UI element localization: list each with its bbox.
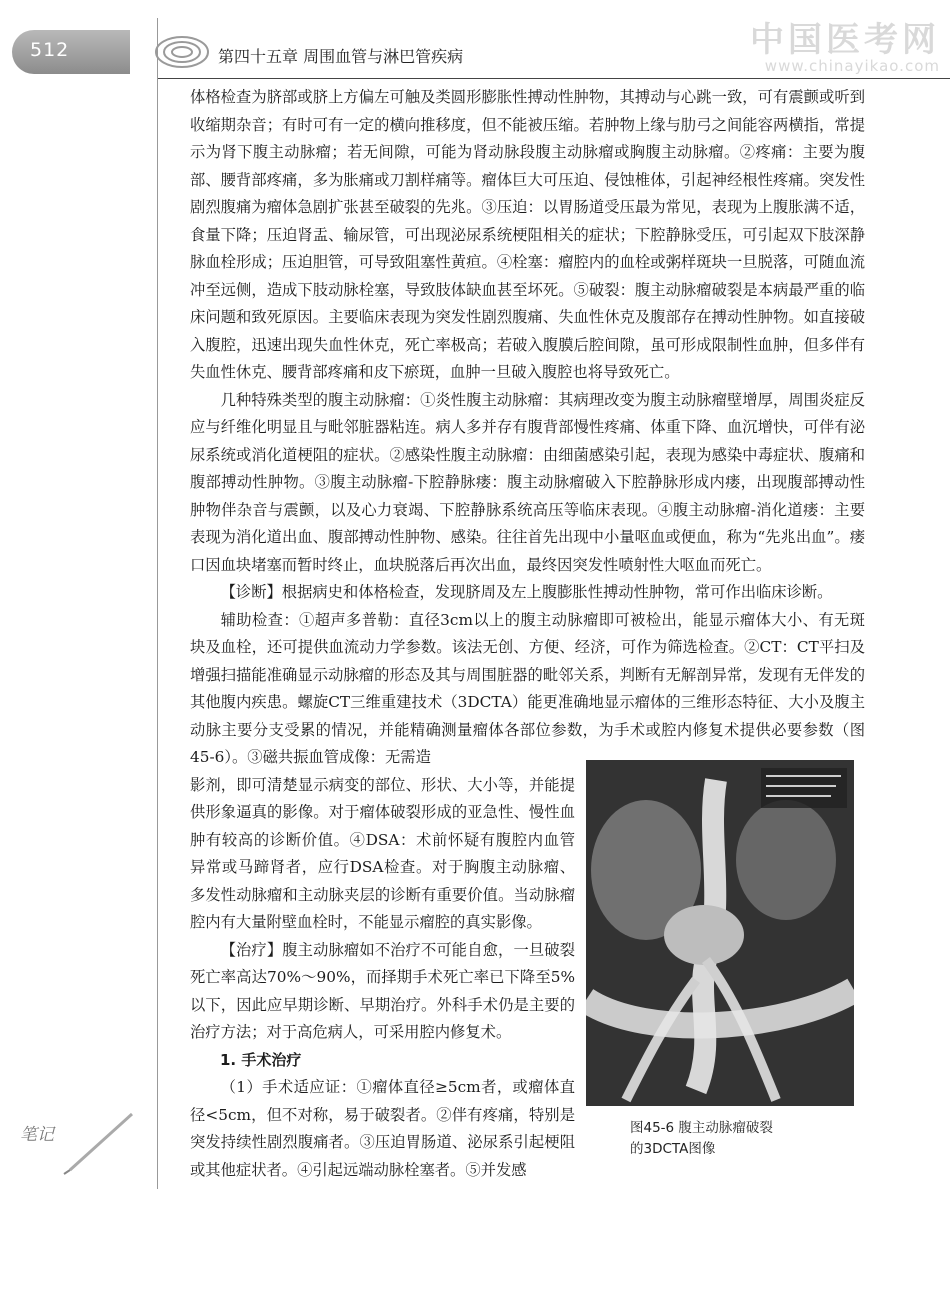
margin-rule (157, 18, 158, 1189)
paragraph: 辅助检查：①超声多普勒：直径3cm以上的腹主动脉瘤即可被检出，能显示瘤体大小、有无斑块及血栓，还可提供血流动力学参数。该法无创、方便、经济，可作为筛选检查。②CT：CT平扫及增强扫描能准确显示动脉瘤的形态及其与周围脏器的毗邻关系，判断有无解剖异常，发现有无伴发的其他腹内疾患。螺旋CT三维重建技术（3DCTA）能更准确地显示瘤体的三维形态特征、大小及腹主动脉主要分支受累的情况，并能精确测量瘤体各部位参数，为手术或腔内修复术提供必要参数（图45-6）。③磁共振血管成像：无需造 (190, 610, 865, 766)
subheading: 1. 手术治疗 (220, 1050, 302, 1069)
figure-caption-line: 的3DCTA图像 (630, 1141, 716, 1157)
margin-notes (20, 1108, 140, 1178)
paragraph: 【诊断】根据病史和体格检查，发现脐周及左上腹膨胀性搏动性肿物，常可作出临床诊断。 (220, 583, 833, 601)
pen-icon (20, 1108, 140, 1178)
page-number: 512 (30, 39, 70, 61)
paragraph: 【治疗】腹主动脉瘤如不治疗不可能自愈，一旦破裂死亡率高达70%～90%，而择期手术死亡率已下降至5%以下，因此应早期诊断、早期治疗。外科手术仍是主要的治疗方法；对于高危病人，可采用腔内修复术。 (190, 940, 575, 1041)
wrapped-text-column (190, 772, 575, 1185)
page-number-tab (12, 30, 130, 74)
figure-caption-line: 图45-6 腹主动脉瘤破裂 (630, 1120, 773, 1136)
header-rule (157, 78, 950, 79)
paragraph: 影剂，即可清楚显示病变的部位、形状、大小等，并能提供形象逼真的影像。对于瘤体破裂形成的亚急性、慢性血肿有较高的诊断价值。④DSA：术前怀疑有腹腔内血管异常或马蹄肾者，应行DSA检查。对于胸腹主动脉瘤、多发性动脉瘤和主动脉夹层的诊断有重要价值。当动脉瘤腔内有大量附壁血栓时，不能显示瘤腔的真实影像。 (190, 775, 575, 931)
paragraph: （1）手术适应证：①瘤体直径≥5cm者，或瘤体直径<5cm，但不对称，易于破裂者。②伴有疼痛，特别是突发持续性剧烈腹痛者。③压迫胃肠道、泌尿系引起梗阻或其他症状者。④引起远端动脉栓塞者。⑤并发感 (190, 1078, 575, 1179)
figure-caption (630, 1118, 870, 1160)
ct-image-figure (586, 760, 854, 1106)
paragraph: 体格检查为脐部或脐上方偏左可触及类圆形膨胀性搏动性肿物，其搏动与心跳一致，可有震颤或听到收缩期杂音；有时可有一定的横向推移度，但不能被压缩。若肿物上缘与肋弓之间能容两横指，常提示为肾下腹主动脉瘤；若无间隙，可能为肾动脉段腹主动脉瘤或胸腹主动脉瘤。②疼痛：主要为腹部、腰背部疼痛，多为胀痛或刀割样痛等。瘤体巨大可压迫、侵蚀椎体，引起神经根性疼痛。突发性剧烈腹痛为瘤体急剧扩张甚至破裂的先兆。③压迫：以胃肠道受压最为常见，表现为上腹胀满不适，食量下降；压迫肾盂、输尿管，可出现泌尿系统梗阻相关的症状；下腔静脉受压，可引起双下肢深静脉血栓形成；压迫胆管，可导致阻塞性黄疸。④栓塞：瘤腔内的血栓或粥样斑块一旦脱落，可随血流冲至远侧，造成下肢动脉栓塞，导致肢体缺血甚至坏死。⑤破裂：腹主动脉瘤破裂是本病最严重的临床问题和致死原因。主要临床表现为突发性剧烈腹痛、失血性休克及腹部存在搏动性肿物。如直接破入腹腔，迅速出现失血性休克，死亡率极高；若破入腹膜后腔间隙，虽可形成限制性血肿，但多伴有失血性休克、腰背部疼痛和皮下瘀斑，血肿一旦破入腹腔也将导致死亡。 (190, 88, 865, 381)
watermark-text: 中国医考网 (750, 20, 940, 60)
chapter-swirl-icon (152, 32, 212, 72)
watermark (750, 12, 940, 75)
ct-scan-image (586, 760, 854, 1106)
paragraph: 几种特殊类型的腹主动脉瘤：①炎性腹主动脉瘤：其病理改变为腹主动脉瘤壁增厚，周围炎症反应与纤维化明显且与毗邻脏器粘连。病人多并存有腹背部慢性疼痛、体重下降、血沉增快，可伴有泌尿系统或消化道梗阻的症状。②感染性腹主动脉瘤：由细菌感染引起，表现为感染中毒症状、腹痛和腹部搏动性肿物。③腹主动脉瘤-下腔静脉瘘：腹主动脉瘤破入下腔静脉形成内瘘，出现腹部搏动性肿物伴杂音与震颤，以及心力衰竭、下腔静脉系统高压等临床表现。④腹主动脉瘤-消化道瘘：主要表现为消化道出血、腹部搏动性肿物、感染。往往首先出现中小量呕血或便血，称为“先兆出血”。瘘口因血块堵塞而暂时终止，血块脱落后再次出血，最终因突发性喷射性大呕血而死亡。 (190, 390, 865, 574)
watermark-url: www.chinayikao.com (764, 57, 940, 75)
margin-note-label: 笔记 (20, 1125, 54, 1145)
chapter-title: 第四十五章 周围血管与淋巴管疾病 (218, 47, 464, 66)
